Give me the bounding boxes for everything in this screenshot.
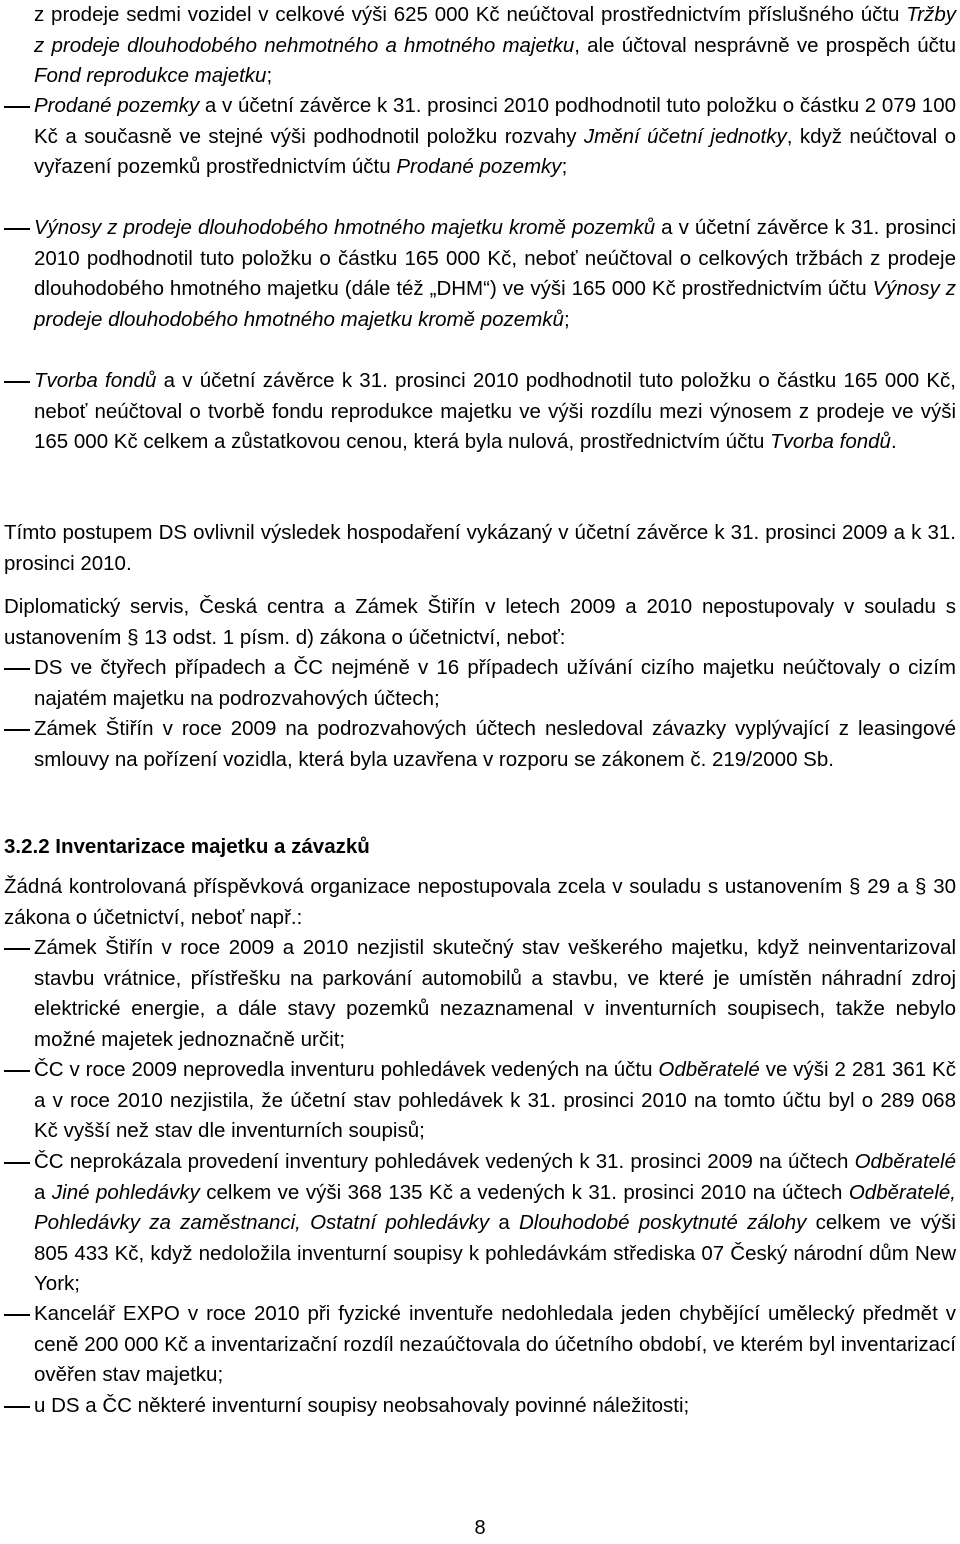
list-item	[4, 714, 956, 775]
italic-term: Tvorba fondů	[770, 430, 891, 453]
list-item-text: Tvorba fondů a v účetní závěrce k 31. prosinci 2010 podhodnotil tuto položku o částku 165 000 Kč, neboť neúčtoval o tvorbě fondu reprodukce majetku ve výši rozdílu mezi výnosem z prodeje ve výši 165 000 Kč celkem a zůstatkovou cenou, která byla nulová, prostřednictvím účtu Tvorba fondů.	[34, 369, 956, 453]
list-item	[4, 91, 956, 183]
list-item-text: Zámek Štiřín v roce 2009 na podrozvahových účtech nesledoval závazky vyplývající z leasingové smlouvy na pořízení vozidla, která byla uzavřena v rozporu se zákonem č. 219/2000 Sb.	[34, 717, 956, 771]
section-heading: 3.2.2 Inventarizace majetku a závazků	[4, 835, 370, 858]
list-item-text: Zámek Štiřín v roce 2009 a 2010 nezjistil skutečný stav veškerého majetku, když neinventarizoval stavbu vrátnice, přístřešku na parkování automobilů a stavbu, ve které je umístěn náhradní zdroj elektrické energie, a dále stavy pozemků nezaznamenal v inventurních soupisech, takže nebylo možné majetek jednoznačně určit;	[34, 936, 956, 1051]
italic-term: Odběratelé	[854, 1150, 956, 1173]
list-item	[4, 653, 956, 714]
paragraph-result-impact: Tímto postupem DS ovlivnil výsledek hospodaření vykázaný v účetní závěrce k 31. prosinci 2009 a k 31. prosinci 2010.	[4, 521, 956, 575]
italic-term: Jiné pohledávky	[51, 1180, 200, 1204]
paragraph-inventory-intro: Žádná kontrolovaná příspěvková organizace nepostupovala zcela v souladu s ustanovením § 29 a § 30 zákona o účetnictví, neboť např.:	[4, 875, 956, 929]
list-item	[4, 366, 956, 458]
list-item	[4, 933, 956, 1055]
list-item-text: DS ve čtyřech případech a ČC nejméně v 16 případech užívání cizího majetku neúčtovaly o cizím najatém majetku na podrozvahových účtech;	[34, 656, 956, 710]
italic-term: Výnosy z prodeje dlouhodobého hmotného majetku kromě pozemků	[34, 216, 656, 239]
list-item-text: ČC neprokázala provedení inventury pohledávek vedených k 31. prosinci 2009 na účtech Odběratelé a Jiné pohledávky celkem ve výši 368 135 Kč a vedených k 31. prosinci 2010 na účtech Odběratelé, Pohledávky za zaměstnanci, Ostatní pohledávky a Dlouhodobé poskytnuté zálohy celkem ve výši 805 433 Kč, když nedoložila inventurní soupisy k pohledávkám střediska 07 Český národní dům New York;	[34, 1150, 956, 1295]
italic-term: Jmění účetní jednotky	[583, 124, 787, 148]
list-item-text: u DS a ČC některé inventurní soupisy neobsahovaly povinné náležitosti;	[34, 1394, 690, 1417]
italic-term: Výnosy z prodeje dlouhodobého hmotného majetku kromě pozemků	[34, 277, 956, 331]
list-item	[4, 1147, 956, 1300]
page-number: 8	[474, 1517, 486, 1539]
list-item	[4, 1299, 956, 1391]
italic-term: Prodané pozemky	[396, 155, 562, 178]
paragraph-noncompliance: Diplomatický servis, Česká centra a Zámek Štiřín v letech 2009 a 2010 nepostupovaly v souladu s ustanovením § 13 odst. 1 písm. d) zákona o účetnictví, neboť:	[4, 595, 956, 649]
list-item-text: z prodeje sedmi vozidel v celkové výši 625 000 Kč neúčtoval prostřednictvím příslušného účtu Tržby z prodeje dlouhodobého nehmotného a hmotného majetku, ale účtoval nesprávně ve prospěch účtu Fond reprodukce majetku;	[34, 3, 956, 87]
italic-term: Odběratelé, Pohledávky za zaměstnanci, Ostatní pohledávky	[34, 1180, 956, 1234]
italic-term: Dlouhodobé poskytnuté zálohy	[518, 1211, 807, 1234]
italic-term: Fond reprodukce majetku	[34, 64, 267, 87]
list-item-text: Výnosy z prodeje dlouhodobého hmotného majetku kromě pozemků a v účetní závěrce k 31. prosinci 2010 podhodnotil tuto položku o částku 165 000 Kč, neboť neúčtoval o celkových tržbách z prodeje dlouhodobého hmotného majetku (dále též „DHM“) ve výši 165 000 Kč prostřednictvím účtu Výnosy z prodeje dlouhodobého hmotného majetku kromě pozemků;	[34, 216, 957, 331]
italic-term: Odběratelé	[658, 1058, 760, 1081]
list-item	[4, 213, 956, 335]
list-item	[4, 1391, 956, 1422]
italic-term: Tvorba fondů	[34, 369, 157, 392]
italic-term: Tržby z prodeje dlouhodobého nehmotného a hmotného majetku	[34, 3, 956, 57]
list-item	[4, 1055, 956, 1147]
italic-term: Prodané pozemky	[34, 94, 200, 117]
list-item-text: ČC v roce 2009 neprovedla inventuru pohledávek vedených na účtu Odběratelé ve výši 2 281 361 Kč a v roce 2010 nezjistila, že účetní stav pohledávek k 31. prosinci 2010 na tomto účtu byl o 289 068 Kč vyšší než stav dle inventurních soupisů;	[34, 1058, 956, 1142]
list-item-text: Kancelář EXPO v roce 2010 při fyzické inventuře nedohledala jeden chybějící umělecký předmět v ceně 200 000 Kč a inventarizační rozdíl nezaúčtovala do účetního období, ve kterém byl inventarizací ověřen stav majetku;	[34, 1302, 956, 1386]
list-item-text: Prodané pozemky a v účetní závěrce k 31. prosinci 2010 podhodnotil tuto položku o částku 2 079 100 Kč a současně ve stejné výši podhodnotil položku rozvahy Jmění účetní jednotky, když neúčtoval o vyřazení pozemků prostřednictvím účtu Prodané pozemky;	[34, 94, 957, 178]
list-item-continuation	[4, 0, 956, 92]
